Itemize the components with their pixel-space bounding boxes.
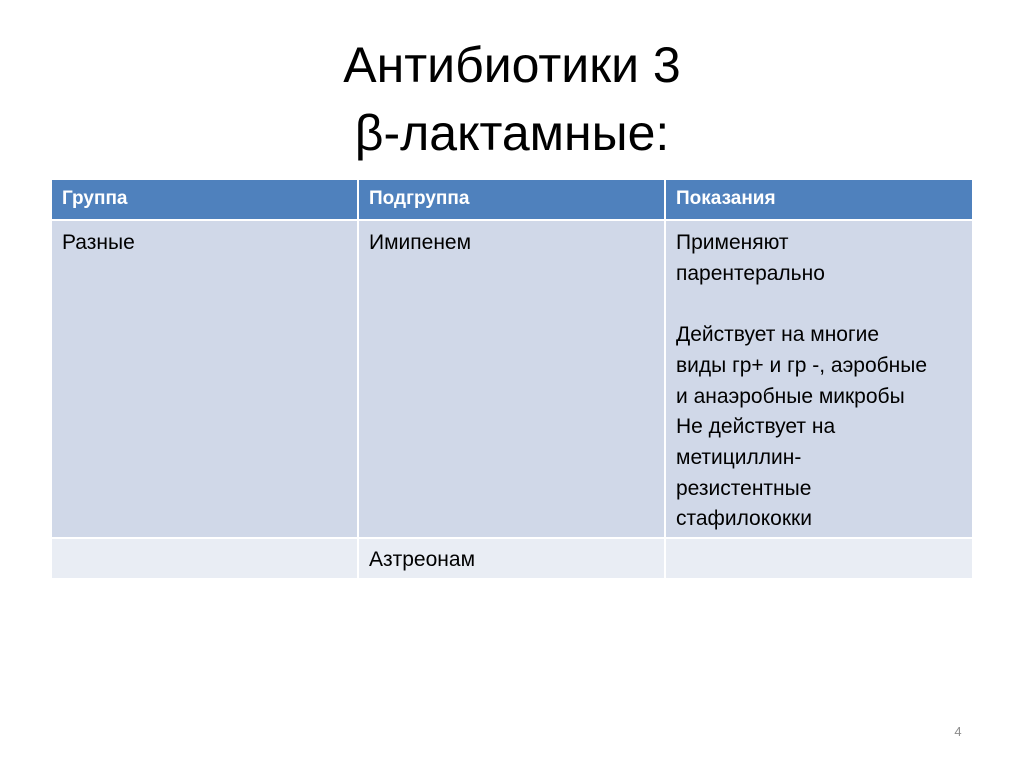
indication-line: Действует на многие bbox=[676, 323, 880, 347]
indication-line: Не действует на bbox=[676, 415, 836, 439]
slide-title-line-1: Антибиотики 3 bbox=[343, 37, 681, 93]
cell-subgroup: Азтреонам bbox=[359, 539, 664, 578]
paragraph-spacer bbox=[676, 289, 962, 320]
indication-line: виды гр+ и гр -, аэробные bbox=[676, 353, 928, 377]
cell-indications-empty bbox=[666, 539, 972, 578]
indication-line: резистентные bbox=[676, 476, 812, 500]
indication-line: метициллин- bbox=[676, 445, 802, 469]
slide-title-line-2: β-лактамные: bbox=[354, 105, 670, 161]
indication-line: Применяют bbox=[676, 231, 789, 254]
antibiotics-table bbox=[52, 180, 972, 580]
table-row bbox=[52, 221, 972, 537]
table-row bbox=[52, 539, 972, 578]
cell-subgroup: Имипенем bbox=[359, 221, 664, 537]
cell-group-empty bbox=[52, 539, 357, 578]
header-cell-group: Группа bbox=[52, 180, 357, 219]
cell-indications bbox=[666, 221, 972, 537]
indication-line: парентерально bbox=[676, 261, 825, 285]
slide-title bbox=[0, 31, 1024, 167]
table-header-row bbox=[52, 180, 972, 219]
header-cell-indications: Показания bbox=[666, 180, 972, 219]
indication-line: стафилококки bbox=[676, 507, 812, 531]
cell-group: Разные bbox=[52, 221, 357, 537]
indication-line: и анаэробные микробы bbox=[676, 384, 905, 408]
page-number: 4 bbox=[954, 724, 962, 739]
header-cell-subgroup: Подгруппа bbox=[359, 180, 664, 219]
